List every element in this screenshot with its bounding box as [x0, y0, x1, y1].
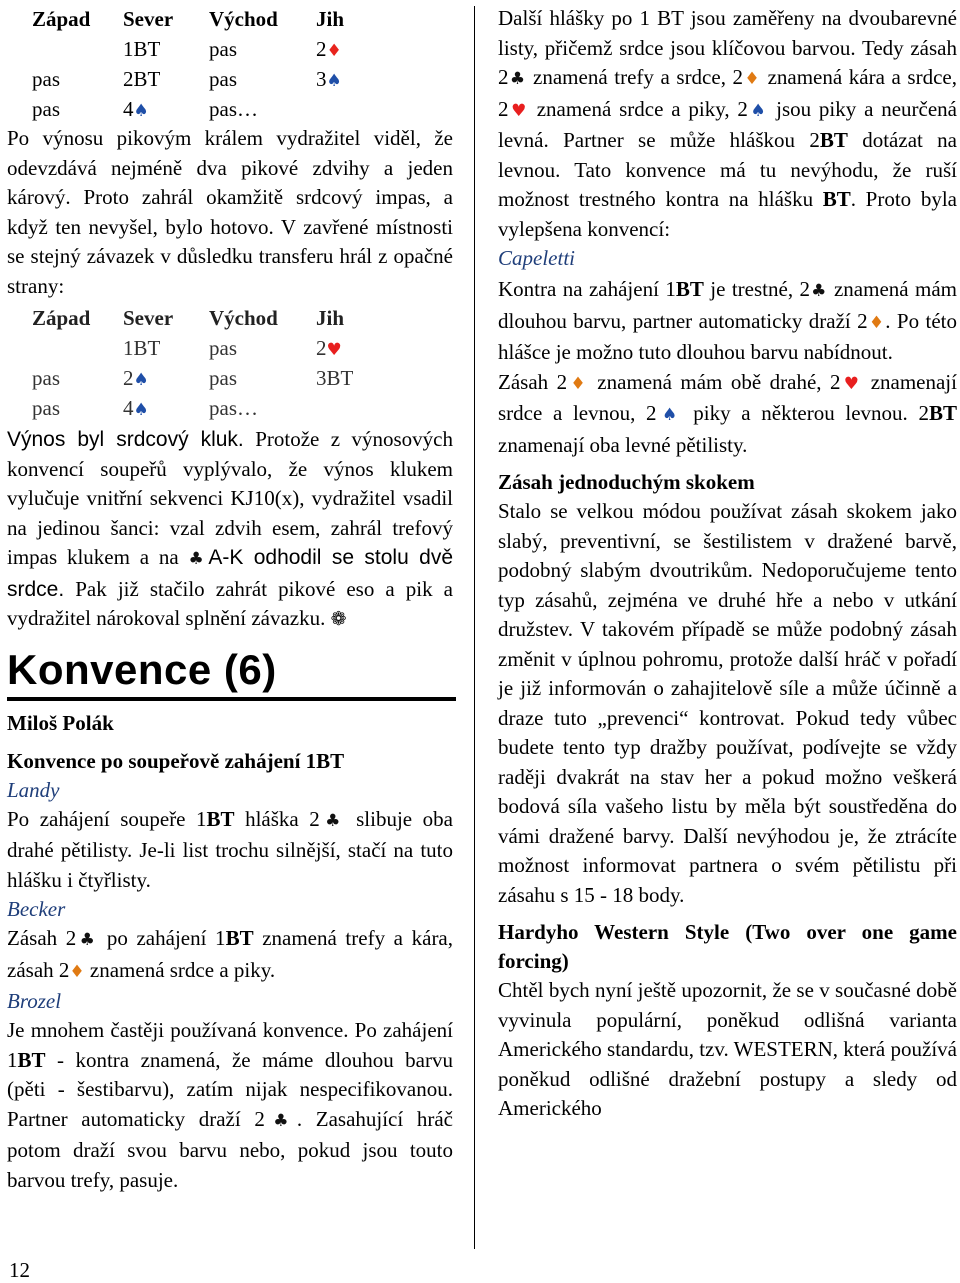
text-run: piky a některou levnou. 2 [682, 401, 929, 425]
header-west: Západ [32, 7, 91, 31]
bid-level: 2 [316, 37, 327, 61]
convention-text [7, 1016, 453, 1195]
diamond-icon: ♦ [743, 69, 761, 89]
bidding-table-1 [7, 4, 453, 124]
text-run: Pak již stačilo zahrát pikové eso a pik a vydražitel nárokoval splnění závazku. [7, 576, 453, 630]
spade-icon: ♠ [747, 100, 769, 121]
convention-text [498, 275, 957, 368]
lead-sentence: Výnos byl srdcový kluk. [7, 428, 244, 451]
paragraph-jump-overcall: Stalo se velkou módou používat zásah skokem jako slabý, preventivní, se šestilistem v dražené barvě, podobný slabým dvoutrikům. Nedoporučujeme tento typ zásahů, zejména ve druhé hře a nebo v utkání družstev. V takovém případě se může podobný zásah změnit v úplnou pohromu, protože další hráč v pořadí je již informován o zahajitelově síle a může účinně a draze tuto „prevenci“ kontrovat. Pokud tedy vůbec budete tento typ dražby používat, podívejte se vždy raději dvakrát na stav her a pokud možno veškerá bodová síla vašeho listu by měla být soustředěna do vámi dražené barvy. Další nevýhodou je, že ztrácíte možnost informovat partnera o svém pětilistu při zásahu s 15 - 18 body. [498, 499, 957, 907]
text-run: Protože z výnosových konvencí soupeřů vyplývalo, že výnos klukem vylučuje vnitřní sekvenci KJ10(x), vydražitel vsadil na jedinou šanci: vzal zdvih esem, zahrál trefový impas klukem a na [7, 427, 453, 569]
text-run: - kontra znamená, že máme dlouhou barvu (pěti - šestibarvu), zatím nijak nespecifikovanou. Partner automaticky draží 2 [7, 1047, 453, 1131]
paragraph-brozel-continued [498, 4, 957, 244]
bidding-header-row [7, 303, 453, 333]
bid-cell: pas [209, 336, 237, 360]
paragraph-western-style: Chtěl bych nyní ještě upozornit, že se v současné době vyvinula populární, poněkud odlišná varianta Amerického standardu, tzv. WESTERN, která používá poněkud odlišné dražební postupy a sledy od Amerického [498, 978, 957, 1120]
text-run: znamená srdce a piky. [84, 957, 276, 982]
bidding-row [7, 34, 453, 64]
left-column [7, 0, 453, 1195]
bidding-row [7, 393, 453, 423]
bid-cell: 2BT [123, 67, 161, 91]
text-run-bold: BT [17, 1047, 46, 1072]
bidding-header-row [7, 4, 453, 34]
spade-icon: ♠ [656, 405, 683, 425]
diamond-icon: ♦ [567, 373, 589, 394]
right-column [498, 4, 957, 1124]
section-title: Hardyho Western Style (Two over one game forcing) [498, 920, 957, 973]
text-run-bold: BT [928, 401, 957, 425]
text-run: je trestné, 2 [703, 277, 810, 301]
convention-name: Landy [7, 777, 60, 802]
convention-text [7, 805, 453, 896]
bid-level: 2 [316, 336, 327, 360]
bidding-table-2 [7, 303, 453, 423]
text-run: Zásah 2 [7, 926, 77, 950]
column-divider [474, 6, 475, 1249]
bid-cell: pas [209, 67, 237, 91]
bidding-row [7, 64, 453, 94]
convention-name: Becker [7, 897, 66, 921]
text-run: slibuje oba drahé pětilisty. Je-li list trochu silnější, stačí na tuto hlášku i čtyřlisty. [7, 806, 453, 892]
text-run: Zásah 2 [498, 369, 568, 394]
text-run: . Zasahující hráč potom draží svou barvu nebo, pokud jsou touto barvou trefy, pasuje. [7, 1106, 453, 1192]
bid-cell: pas [209, 37, 237, 61]
text-run: hláška 2 [234, 806, 320, 831]
spade-icon: ♠ [326, 71, 342, 91]
diamond-icon: ♦ [326, 41, 342, 61]
convention-name: Capeletti [498, 246, 575, 270]
bid-cell: pas [32, 396, 60, 420]
bid-cell: pas [32, 67, 60, 91]
text-run: . Po této hlášce je možno tuto dlouhou barvu nabídnout. [498, 308, 957, 364]
bid-level: 4 [123, 97, 134, 121]
bid-cell [123, 363, 149, 395]
text-run: po zahájení 1 [98, 926, 226, 950]
club-icon: ♣ [76, 930, 99, 950]
spade-icon: ♠ [133, 370, 149, 390]
text-run: Kontra na zahájení 1 [498, 277, 676, 301]
bid-cell: 3BT [316, 366, 354, 390]
heart-icon: ♥ [508, 100, 529, 121]
text-run-ak: A-K odhodil se stolu dvě srdce. [7, 546, 453, 601]
header-east: Východ [209, 7, 278, 31]
bid-cell: pas [209, 366, 237, 390]
text-run-bold: BT [206, 806, 235, 831]
text-run: znamená trefy a kára, zásah 2 [7, 926, 454, 982]
text-run-bold: BT [822, 187, 851, 211]
title-rule [7, 697, 456, 701]
club-icon: ♣ [264, 1110, 297, 1131]
bid-cell: 1BT [123, 336, 161, 360]
bid-cell [123, 94, 149, 126]
text-run: jsou piky a neurčená levná. Partner se může hláškou 2 [498, 96, 957, 152]
text-run: znamenají srdce a levnou, 2 [498, 369, 957, 425]
section-title: Zásah jednoduchým skokem [498, 470, 755, 494]
spade-icon: ♠ [133, 101, 149, 121]
bid-cell: pas… [209, 97, 258, 121]
text-run: znamená mám dlouhou barvu, partner automaticky draží 2 [498, 277, 957, 333]
header-west: Západ [32, 306, 91, 330]
club-icon: ♣ [319, 810, 346, 831]
text-run: Další hlášky po 1 BT jsou zaměřeny na dvoubarevné listy, přičemž srdce jsou klíčovou barvou. Tedy zásah 2 [498, 6, 957, 89]
text-run: znamená mám obě drahé, 2 [588, 369, 841, 394]
text-run: znamená srdce a piky, 2 [528, 96, 748, 121]
bid-cell: pas [32, 366, 60, 390]
club-icon: ♣ [188, 549, 209, 569]
bid-cell [316, 34, 342, 66]
text-run: znamená trefy a srdce, 2 [526, 65, 744, 89]
text-run-bold: BT [225, 926, 254, 950]
bid-cell [316, 333, 342, 365]
club-icon: ♣ [809, 281, 828, 301]
end-of-article-icon: ❁ [330, 608, 347, 630]
header-south: Jih [316, 7, 345, 31]
author-name: Miloš Polák [7, 710, 114, 735]
diamond-icon: ♦ [867, 312, 886, 333]
bidding-row [7, 94, 453, 124]
bid-cell: 1BT [123, 37, 161, 61]
bid-cell [316, 64, 342, 96]
header-east: Východ [209, 306, 278, 330]
article-title: Konvence (6) [7, 645, 277, 693]
bidding-row [7, 333, 453, 363]
paragraph-lead-explanation [7, 425, 453, 635]
page-number: 12 [9, 1258, 30, 1282]
text-run-bold: BT [819, 128, 848, 152]
convention-text [7, 924, 453, 987]
header-north: Sever [123, 306, 174, 330]
heart-icon: ♥ [326, 340, 342, 360]
text-run: znamenají oba levné pětilisty. [498, 432, 748, 457]
text-run: . Proto byla vylepšena konvencí: [498, 187, 957, 241]
bid-level: 4 [123, 396, 134, 420]
section-title: Konvence po soupeřově zahájení 1BT [7, 748, 345, 773]
bid-cell [123, 393, 149, 425]
bid-level: 3 [316, 67, 327, 91]
bidding-row [7, 363, 453, 393]
text-run: dotázat na levnou. Tato konvence má tu nevýhodu, že ruší možnost trestného kontra na hlášku [498, 128, 958, 211]
bid-level: 2 [123, 366, 134, 390]
text-run: znamená kára a srdce, 2 [498, 65, 957, 121]
heart-icon: ♥ [840, 373, 863, 394]
text-run: Je mnohem častěji používaná konvence. Po zahájení 1 [7, 1018, 453, 1072]
diamond-icon: ♦ [69, 961, 85, 982]
convention-text [498, 368, 957, 461]
paragraph-lead: Po výnosu pikovým králem vydražitel viděl, že odevzdává nejméně dva pikové zdvihy a jeden kárový. Proto zahrál okamžitě srdcový impas, a když ten nevyšel, bylo hotovo. V zavřené místnosti se stejný závazek v důsledku transferu hrál z opačné strany: [7, 126, 453, 298]
bid-cell: pas… [209, 396, 258, 420]
text-run-bold: BT [675, 277, 704, 301]
club-icon: ♣ [508, 69, 527, 89]
bid-cell: pas [32, 97, 60, 121]
convention-name: Brozel [7, 989, 62, 1013]
text-run: Po zahájení soupeře 1 [7, 806, 207, 831]
spade-icon: ♠ [133, 400, 149, 420]
header-north: Sever [123, 7, 174, 31]
header-south: Jih [316, 306, 345, 330]
